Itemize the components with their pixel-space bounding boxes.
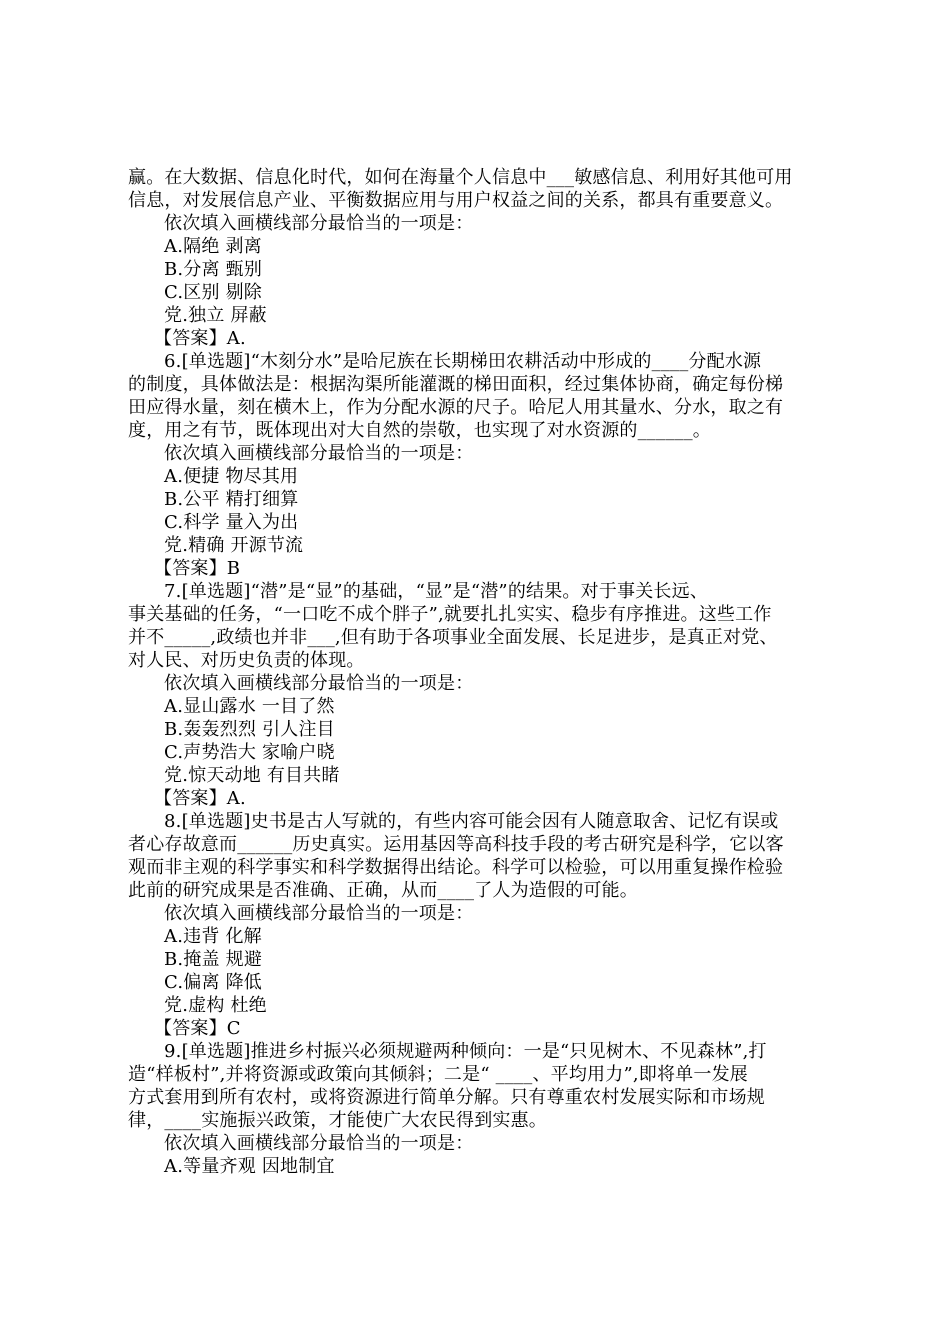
q8-option-b: B.掩盖 规避 — [164, 949, 263, 970]
q7-text-line: 事关基础的任务，“一口吃不成个胖子”,就要扎扎实实、稳步有序推进。这些工作 — [128, 604, 772, 625]
q9-text-line: 造“样板村”,并将资源或政策向其倾斜；二是“ ____、平均用力”,即将单一发展 — [128, 1064, 748, 1085]
q5-option-a: A.隔绝 剥离 — [164, 236, 262, 257]
q7-text-line: 7.[单选题]“潜”是“显”的基础，“显”是“潜”的结果。对于事关长远、 — [164, 581, 709, 602]
document-body — [128, 166, 828, 1178]
q7-text-line: 对人民、对历史负责的体现。 — [128, 650, 365, 671]
q6-option-b: B.公平 精打细算 — [164, 489, 299, 510]
q6-text-line: 6.[单选题]“木刻分水”是哈尼族在长期梯田农耕活动中形成的____分配水源 — [164, 351, 762, 372]
q5-option-b: B.分离 甄别 — [164, 259, 263, 280]
q7-prompt: 依次填入画横线部分最恰当的一项是： — [164, 673, 474, 694]
q7-option-b: B.轰轰烈烈 引人注目 — [164, 719, 335, 740]
q6-answer: 【答案】B — [154, 558, 241, 579]
q5-answer: 【答案】A. — [154, 328, 246, 349]
q9-option-a: A.等量齐观 因地制宜 — [164, 1156, 335, 1177]
q8-prompt: 依次填入画横线部分最恰当的一项是： — [164, 903, 474, 924]
q6-option-c: C.科学 量入为出 — [164, 512, 299, 533]
q6-text-line: 度，用之有节，既体现出对大自然的崇敬，也实现了对水资源的______。 — [128, 420, 711, 441]
q5-text-line: 赢。在大数据、信息化时代，如何在海量个人信息中___敏感信息、利用好其他可用 — [128, 167, 793, 188]
q5-option-d: 党.独立 屏蔽 — [164, 305, 267, 326]
q9-text-line: 方式套用到所有农村，或将资源进行简单分解。只有尊重农村发展实际和市场规 — [128, 1087, 765, 1108]
q6-text-line: 的制度，具体做法是：根据沟渠所能灌溉的梯田面积，经过集体协商，确定每份梯 — [128, 374, 784, 395]
q6-text-line: 田应得水量，刻在横木上，作为分配水源的尺子。哈尼人用其量水、分水，取之有 — [128, 397, 784, 418]
q6-prompt: 依次填入画横线部分最恰当的一项是： — [164, 443, 474, 464]
q9-text-line: 律，____实施振兴政策，才能使广大农民得到实惠。 — [128, 1110, 547, 1131]
q8-answer: 【答案】C — [154, 1018, 241, 1039]
q7-answer: 【答案】A. — [154, 788, 246, 809]
q8-option-c: C.偏离 降低 — [164, 972, 262, 993]
q7-option-a: A.显山露水 一目了然 — [164, 696, 335, 717]
q9-text-line: 9.[单选题]推进乡村振兴必须规避两种倾向：一是“只见树木、不见森林”,打 — [164, 1041, 767, 1062]
q7-text-line: 并不_____,政绩也并非___,但有助于各项事业全面发展、长足进步，是真正对党、 — [128, 627, 778, 648]
q6-option-d: 党.精确 开源节流 — [164, 535, 304, 556]
q7-option-d: 党.惊天动地 有目共睹 — [164, 765, 340, 786]
q8-text-line: 此前的研究成果是否准确、正确，从而____了人为造假的可能。 — [128, 880, 638, 901]
q5-text-line: 信息，对发展信息产业、平衡数据应用与用户权益之间的关系，都具有重要意义。 — [128, 190, 784, 211]
q8-text-line: 观而非主观的科学事实和科学数据得出结论。科学可以检验，可以用重复操作检验 — [128, 857, 784, 878]
q8-text-line: 者心存故意而______历史真实。运用基因等高科技手段的考古研究是科学，它以客 — [128, 834, 784, 855]
q7-option-c: C.声势浩大 家喻户晓 — [164, 742, 335, 763]
q8-option-d: 党.虚构 杜绝 — [164, 995, 267, 1016]
q9-prompt: 依次填入画横线部分最恰当的一项是： — [164, 1133, 474, 1154]
q5-option-c: C.区别 剔除 — [164, 282, 262, 303]
q8-text-line: 8.[单选题]史书是古人写就的，有些内容可能会因有人随意取舍、记忆有误或 — [164, 811, 779, 832]
q6-option-a: A.便捷 物尽其用 — [164, 466, 299, 487]
q5-prompt: 依次填入画横线部分最恰当的一项是： — [164, 213, 474, 234]
q8-option-a: A.违背 化解 — [164, 926, 262, 947]
